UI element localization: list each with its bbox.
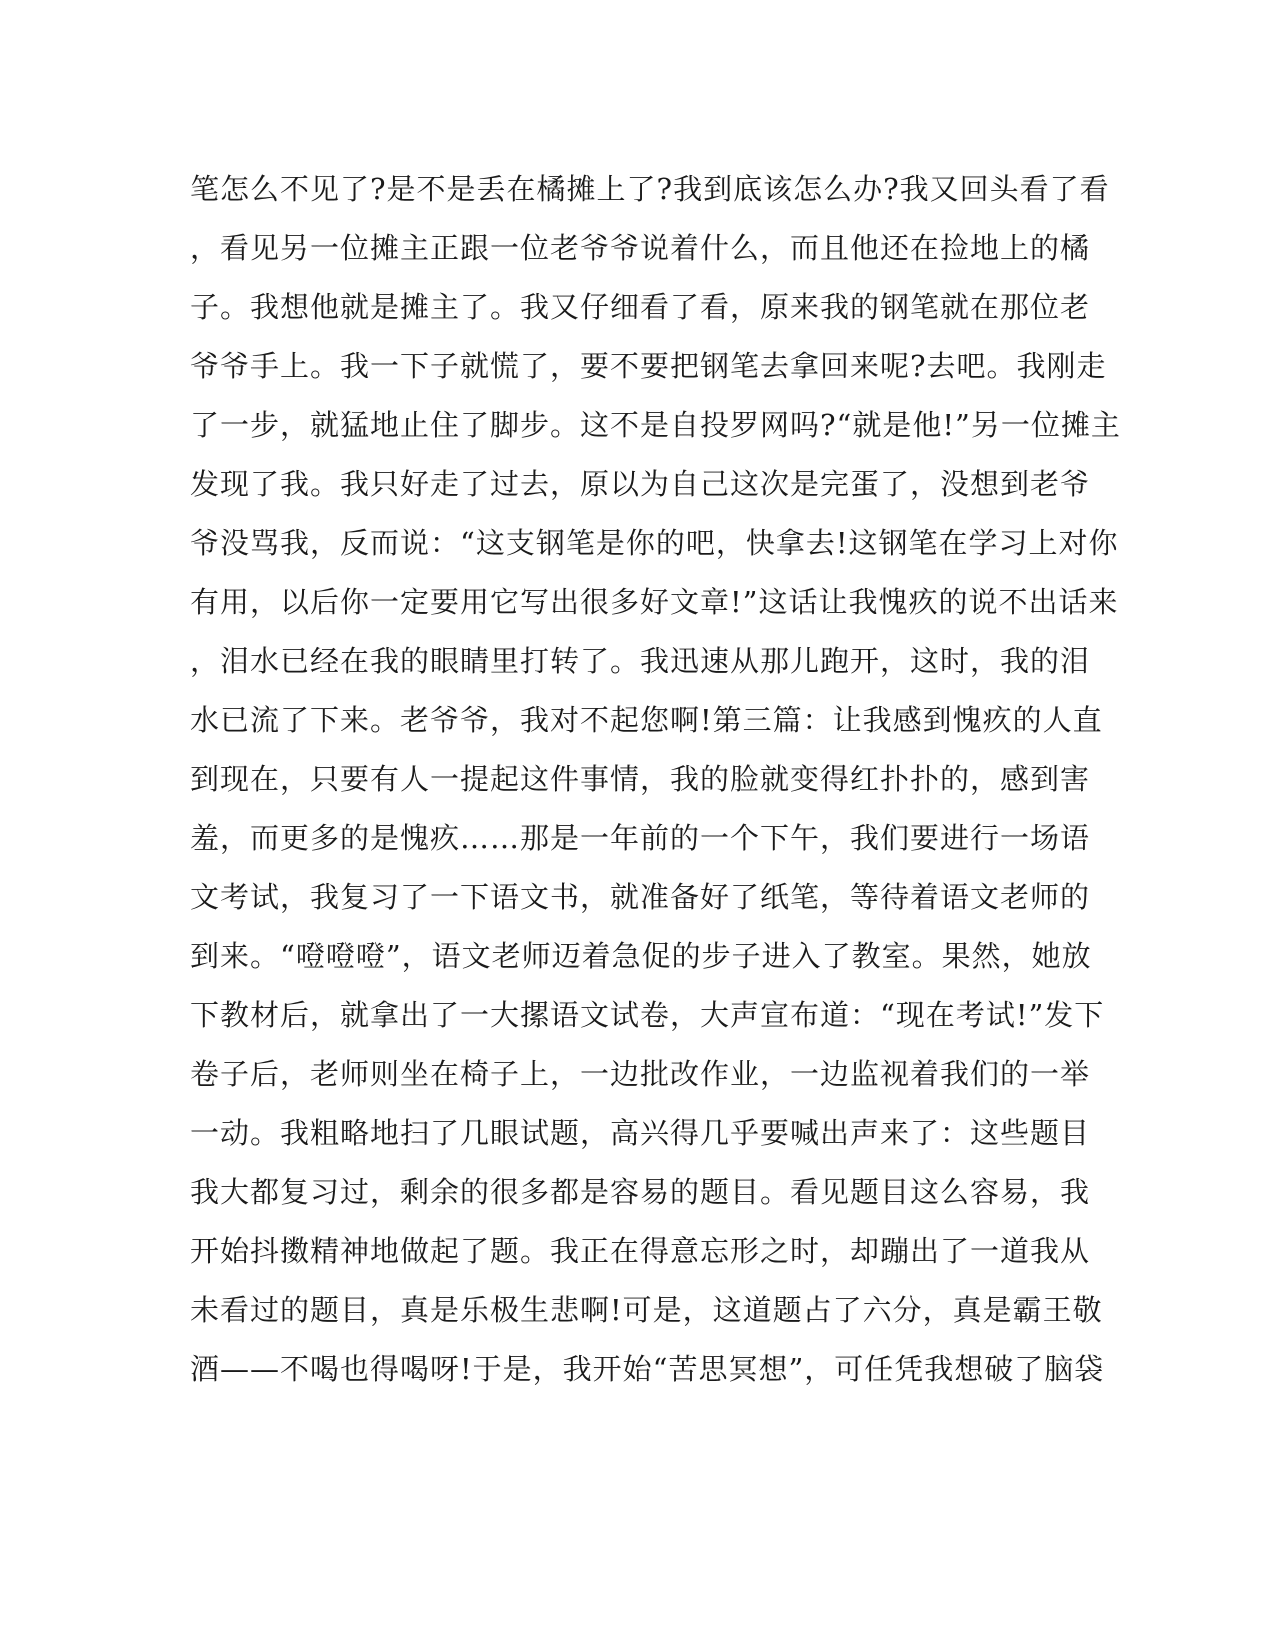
text-line: 子。我想他就是摊主了。我又仔细看了看，原来我的钢笔就在那位老 — [190, 290, 1091, 324]
text-line: 酒——不喝也得喝呀!于是，我开始“苦思冥想”，可任凭我想破了脑袋 — [190, 1352, 1105, 1386]
text-line: 卷子后，老师则坐在椅子上，一边批改作业，一边监视着我们的一举 — [190, 1057, 1091, 1091]
text-line: 我大都复习过，剩余的很多都是容易的题目。看见题目这么容易，我 — [190, 1175, 1091, 1209]
body-text — [190, 160, 1121, 1399]
text-line: 爷没骂我，反而说：“这支钢笔是你的吧，快拿去!这钢笔在学习上对你 — [190, 526, 1119, 560]
text-line: 了一步，就猛地止住了脚步。这不是自投罗网吗?“就是他!”另一位摊主 — [190, 408, 1121, 442]
text-line: ，泪水已经在我的眼睛里打转了。我迅速从那儿跑开，这时，我的泪 — [190, 644, 1091, 678]
text-line: 到来。“噔噔噔”，语文老师迈着急促的步子进入了教室。果然，她放 — [190, 939, 1092, 973]
text-line: 文考试，我复习了一下语文书，就准备好了纸笔，等待着语文老师的 — [190, 880, 1091, 914]
text-line: 未看过的题目，真是乐极生悲啊!可是，这道题占了六分，真是霸王敬 — [190, 1293, 1103, 1327]
text-line: 爷爷手上。我一下子就慌了，要不要把钢笔去拿回来呢?去吧。我刚走 — [190, 349, 1107, 383]
text-line: ，看见另一位摊主正跟一位老爷爷说着什么，而且他还在捡地上的橘 — [190, 231, 1091, 265]
text-line: 下教材后，就拿出了一大摞语文试卷，大声宣布道：“现在考试!”发下 — [190, 998, 1105, 1032]
text-line: 一动。我粗略地扫了几眼试题，高兴得几乎要喊出声来了：这些题目 — [190, 1116, 1091, 1150]
text-line: 笔怎么不见了?是不是丢在橘摊上了?我到底该怎么办?我又回头看了看 — [190, 172, 1110, 206]
text-line: 开始抖擞精神地做起了题。我正在得意忘形之时，却蹦出了一道我从 — [190, 1234, 1091, 1268]
text-line: 羞，而更多的是愧疚……那是一年前的一个下午，我们要进行一场语 — [190, 821, 1091, 855]
text-line: 到现在，只要有人一提起这件事情，我的脸就变得红扑扑的，感到害 — [190, 762, 1091, 796]
text-line: 有用，以后你一定要用它写出很多好文章!”这话让我愧疚的说不出话来 — [190, 585, 1119, 619]
text-line: 水已流了下来。老爷爷，我对不起您啊!第三篇：让我感到愧疚的人直 — [190, 703, 1103, 737]
text-line: 发现了我。我只好走了过去，原以为自己这次是完蛋了，没想到老爷 — [190, 467, 1091, 501]
